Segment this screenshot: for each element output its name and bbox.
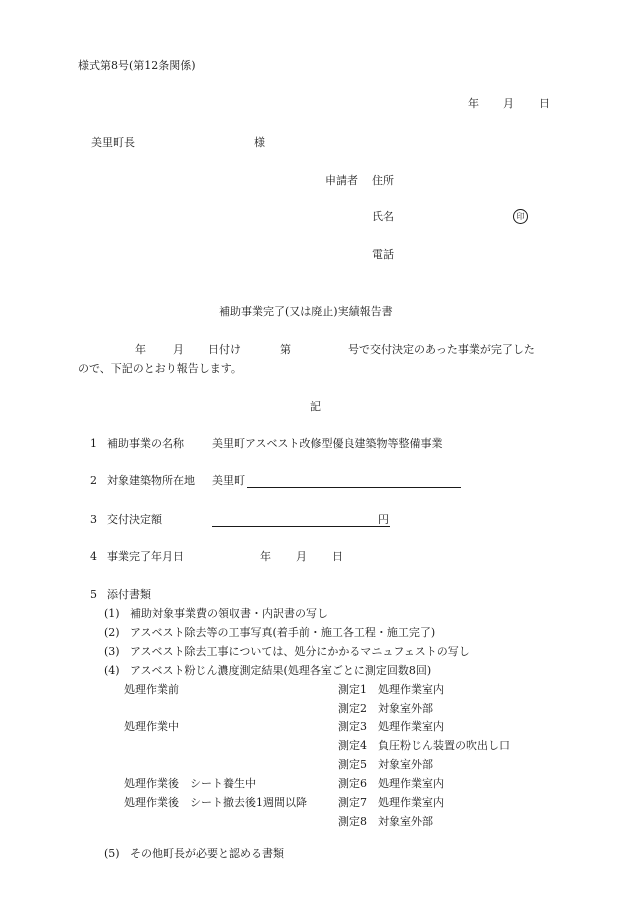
item-4-year: 年	[260, 550, 271, 563]
attachment-1-text: 補助対象事業費の領収書・内訳書の写し	[130, 607, 328, 620]
phase-during: 処理作業中	[124, 720, 179, 733]
item-4-month: 月	[296, 550, 307, 563]
seal-mark: 印	[513, 209, 528, 224]
amount-underline	[212, 526, 390, 527]
measurement-5-label: 測定5	[338, 758, 367, 771]
measurement-4-label: 測定4	[338, 739, 367, 752]
ki-mark: 記	[310, 400, 321, 413]
body-day-suffix: 日付け	[208, 343, 241, 356]
measurement-2-location: 対象室外部	[378, 702, 433, 715]
measurement-8-label: 測定8	[338, 815, 367, 828]
item-3-label: 交付決定額	[107, 513, 162, 526]
measurement-6-location: 処理作業室内	[378, 777, 444, 790]
item-5-number: 5	[90, 588, 97, 601]
item-2-number: 2	[90, 474, 97, 487]
item-1-number: 1	[90, 437, 97, 450]
attachment-1-number: (1)	[104, 607, 120, 620]
phone-label: 電話	[372, 248, 394, 261]
item-3-number: 3	[90, 513, 97, 526]
form-number: 様式第8号(第12条関係)	[78, 59, 196, 72]
date-year-label: 年	[468, 97, 479, 110]
address-label: 住所	[372, 174, 394, 187]
item-4-day: 日	[332, 550, 343, 563]
body-line1-rest: 号で交付決定のあった事業が完了した	[348, 343, 535, 356]
document-title: 補助事業完了(又は廃止)実績報告書	[219, 305, 393, 318]
measurement-8-location: 対象室外部	[378, 815, 433, 828]
attachment-5-number: (5)	[104, 847, 120, 860]
measurement-3-label: 測定3	[338, 720, 367, 733]
address-underline	[247, 487, 461, 488]
body-line2: ので、下記のとおり報告します。	[78, 362, 242, 375]
addressee: 美里町長	[91, 136, 135, 149]
measurement-2-label: 測定2	[338, 702, 367, 715]
attachment-2-number: (2)	[104, 626, 120, 639]
body-number-prefix: 第	[280, 343, 291, 356]
phase-after-curing: 処理作業後 シート養生中	[124, 777, 256, 790]
body-year: 年	[135, 343, 146, 356]
measurement-6-label: 測定6	[338, 777, 367, 790]
addressee-suffix: 様	[254, 136, 265, 149]
attachment-4-number: (4)	[104, 664, 120, 677]
item-4-label: 事業完了年月日	[107, 550, 184, 563]
measurement-3-location: 処理作業室内	[378, 720, 444, 733]
item-5-label: 添付書類	[107, 588, 151, 601]
phase-after-removal: 処理作業後 シート撤去後1週間以降	[124, 796, 307, 809]
applicant-label: 申請者	[325, 174, 358, 187]
attachment-4-text: アスベスト粉じん濃度測定結果(処理各室ごとに測定回数8回)	[130, 664, 432, 677]
item-3-unit: 円	[378, 513, 389, 526]
date-day-label: 日	[539, 97, 550, 110]
phase-before: 処理作業前	[124, 683, 179, 696]
measurement-1-location: 処理作業室内	[378, 683, 444, 696]
item-1-value: 美里町アスベスト改修型優良建築物等整備事業	[212, 437, 443, 450]
measurement-1-label: 測定1	[338, 683, 367, 696]
measurement-4-location: 負圧粉じん装置の吹出し口	[378, 739, 510, 752]
attachment-3-text: アスベスト除去工事については、処分にかかるマニュフェストの写し	[130, 645, 470, 658]
item-1-label: 補助事業の名称	[107, 437, 184, 450]
measurement-5-location: 対象室外部	[378, 758, 433, 771]
measurement-7-label: 測定7	[338, 796, 367, 809]
body-month: 月	[173, 343, 184, 356]
item-2-label: 対象建築物所在地	[107, 474, 195, 487]
item-2-value: 美里町	[212, 474, 245, 487]
attachment-3-number: (3)	[104, 645, 120, 658]
name-label: 氏名	[372, 210, 394, 223]
attachment-2-text: アスベスト除去等の工事写真(着手前・施工各工程・施工完了)	[130, 626, 436, 639]
attachment-5-text: その他町長が必要と認める書類	[130, 847, 284, 860]
measurement-7-location: 処理作業室内	[378, 796, 444, 809]
date-month-label: 月	[503, 97, 514, 110]
item-4-number: 4	[90, 550, 97, 563]
